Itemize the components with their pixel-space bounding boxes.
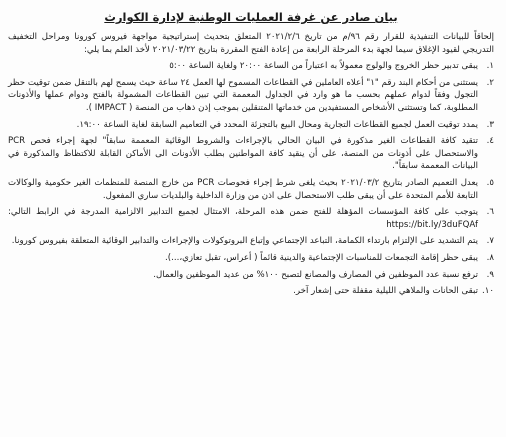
list-item xyxy=(8,269,494,282)
item-number: ٦. xyxy=(486,207,494,218)
item-text: تبقى الحانات والملاهي الليلية مقفلة حتى إشعار آخر. xyxy=(293,286,478,297)
item-number: ٣. xyxy=(486,119,494,130)
item-text: يمدد توقيت العمل لجميع القطاعات التجارية ومحال البيع بالتجزئة المحدد في التعاميم السابقة لغاية الساعة ١٩:٠٠. xyxy=(76,119,478,130)
item-number: ٧. xyxy=(486,236,494,247)
item-number: ٤. xyxy=(486,136,494,147)
list-item xyxy=(8,119,494,132)
list-item xyxy=(8,206,494,231)
item-text: تتقيد كافة القطاعات الغير مذكورة في البيان الحالي بالإجراءات والشروط الوقائية المعممة سابقاً" لجهة إجراء فحص PCR والاستحصال على أذونات من المنصة، على أن ينقيد كافة المواطنين بطلب الأذونات الى الأماكن القابلة للاكتظاظ والمذكورة في البيانات المعممة سابقاً". xyxy=(8,136,478,172)
item-number: ٥. xyxy=(486,177,494,188)
item-number: ٢. xyxy=(486,77,494,88)
list-item xyxy=(8,135,494,173)
item-text: يعدل التعميم الصادر بتاريخ ٢٠٢١/٠٣/٢ بحيث يلغى شرط إجراء فحوصات PCR من خارج المنصة للمنظمات الغير حكومية والوكالات التابعة للأمم المتحدة على أن يبقى طلب الاستحصال على اذن من وزارة الداخلية والبلديات ساري المفعول. xyxy=(8,177,478,201)
list-item xyxy=(8,177,494,202)
item-text-body: يتوجب على كافة المؤسسات المؤهلة للفتح ضمن هذه المرحلة، الامتثال لجميع التدابير الالزامية المدرجة في الرابط التالي: xyxy=(8,207,478,218)
item-text: يتم التشديد على الإلتزام بارتداء الكمامة، التباعد الإجتماعي وإتباع البروتوكولات والإجراءات والتدابير الوقائية المتعلقة بفيروس كورونا. xyxy=(11,236,478,247)
item-number: ٨. xyxy=(486,252,494,263)
item-text: ترفع نسبة عدد الموظفين في المصارف والمصانع لتصبح ١٠٠% من عديد الموظفين والعمال. xyxy=(153,269,478,280)
item-text: يبقى حظر إقامة التجمعات للمناسبات الإجتماعية والدينية قائماً ( أعراس، تقبل تعازي،...). xyxy=(165,252,478,263)
list-item xyxy=(8,252,494,265)
list-item xyxy=(8,235,494,248)
item-text: يستثنى من أحكام البند رقم "١" أعلاه العاملين في القطاعات المسموح لها العمل ٢٤ ساعة حيث يسمح لهم بالتنقل ضمن توقيت حظر التجول وفقاً لدوام عملهم بحسب ما هو وارد في الجداول المعممة التي تبين القطاعات المشمولة بالفتح ودوام عملها والأذونات المطلوبة، كما وتستثنى الأشخاص المستفيدين من خدماتها المتنقلين بموجب إذن ذهاب من المنصة ( IMPACT ). xyxy=(8,77,478,113)
list-item xyxy=(8,285,494,298)
item-text: يبقى تدبير حظر الخروج والولوج معمولاً به اعتباراً من الساعة ٢٠:٠٠ ولغاية الساعة ٥:٠٠ xyxy=(169,61,478,72)
item-text xyxy=(8,206,478,231)
guidelines-link[interactable]: https://bit.ly/3duFQAf xyxy=(386,219,478,230)
intro-paragraph: إلحاقاً للبيانات التنفيذية للقرار رقم ٩٦/م من تاريخ ٢٠٢١/٢/٦ المتعلق بتحديث إستراتيجية مواجهة فيروس كورونا ومراحل التخفيف التدريجي لقيود الإغلاق سيما لجهة بدء المرحلة الرابعة من إعادة الفتح المقررة بتاريخ ٢٠٢١/٠٣/٢٢ لأخذ العلم بما يلي: xyxy=(8,32,495,55)
items-list xyxy=(8,60,494,298)
list-item xyxy=(8,77,494,115)
item-number: ١٠. xyxy=(482,286,494,297)
item-number: ١. xyxy=(486,61,494,72)
item-number: ٩. xyxy=(486,269,494,280)
document-title: بيان صادر عن غرفة العمليات الوطنية لإدارة الكوارث xyxy=(104,10,398,24)
list-item xyxy=(8,60,494,73)
